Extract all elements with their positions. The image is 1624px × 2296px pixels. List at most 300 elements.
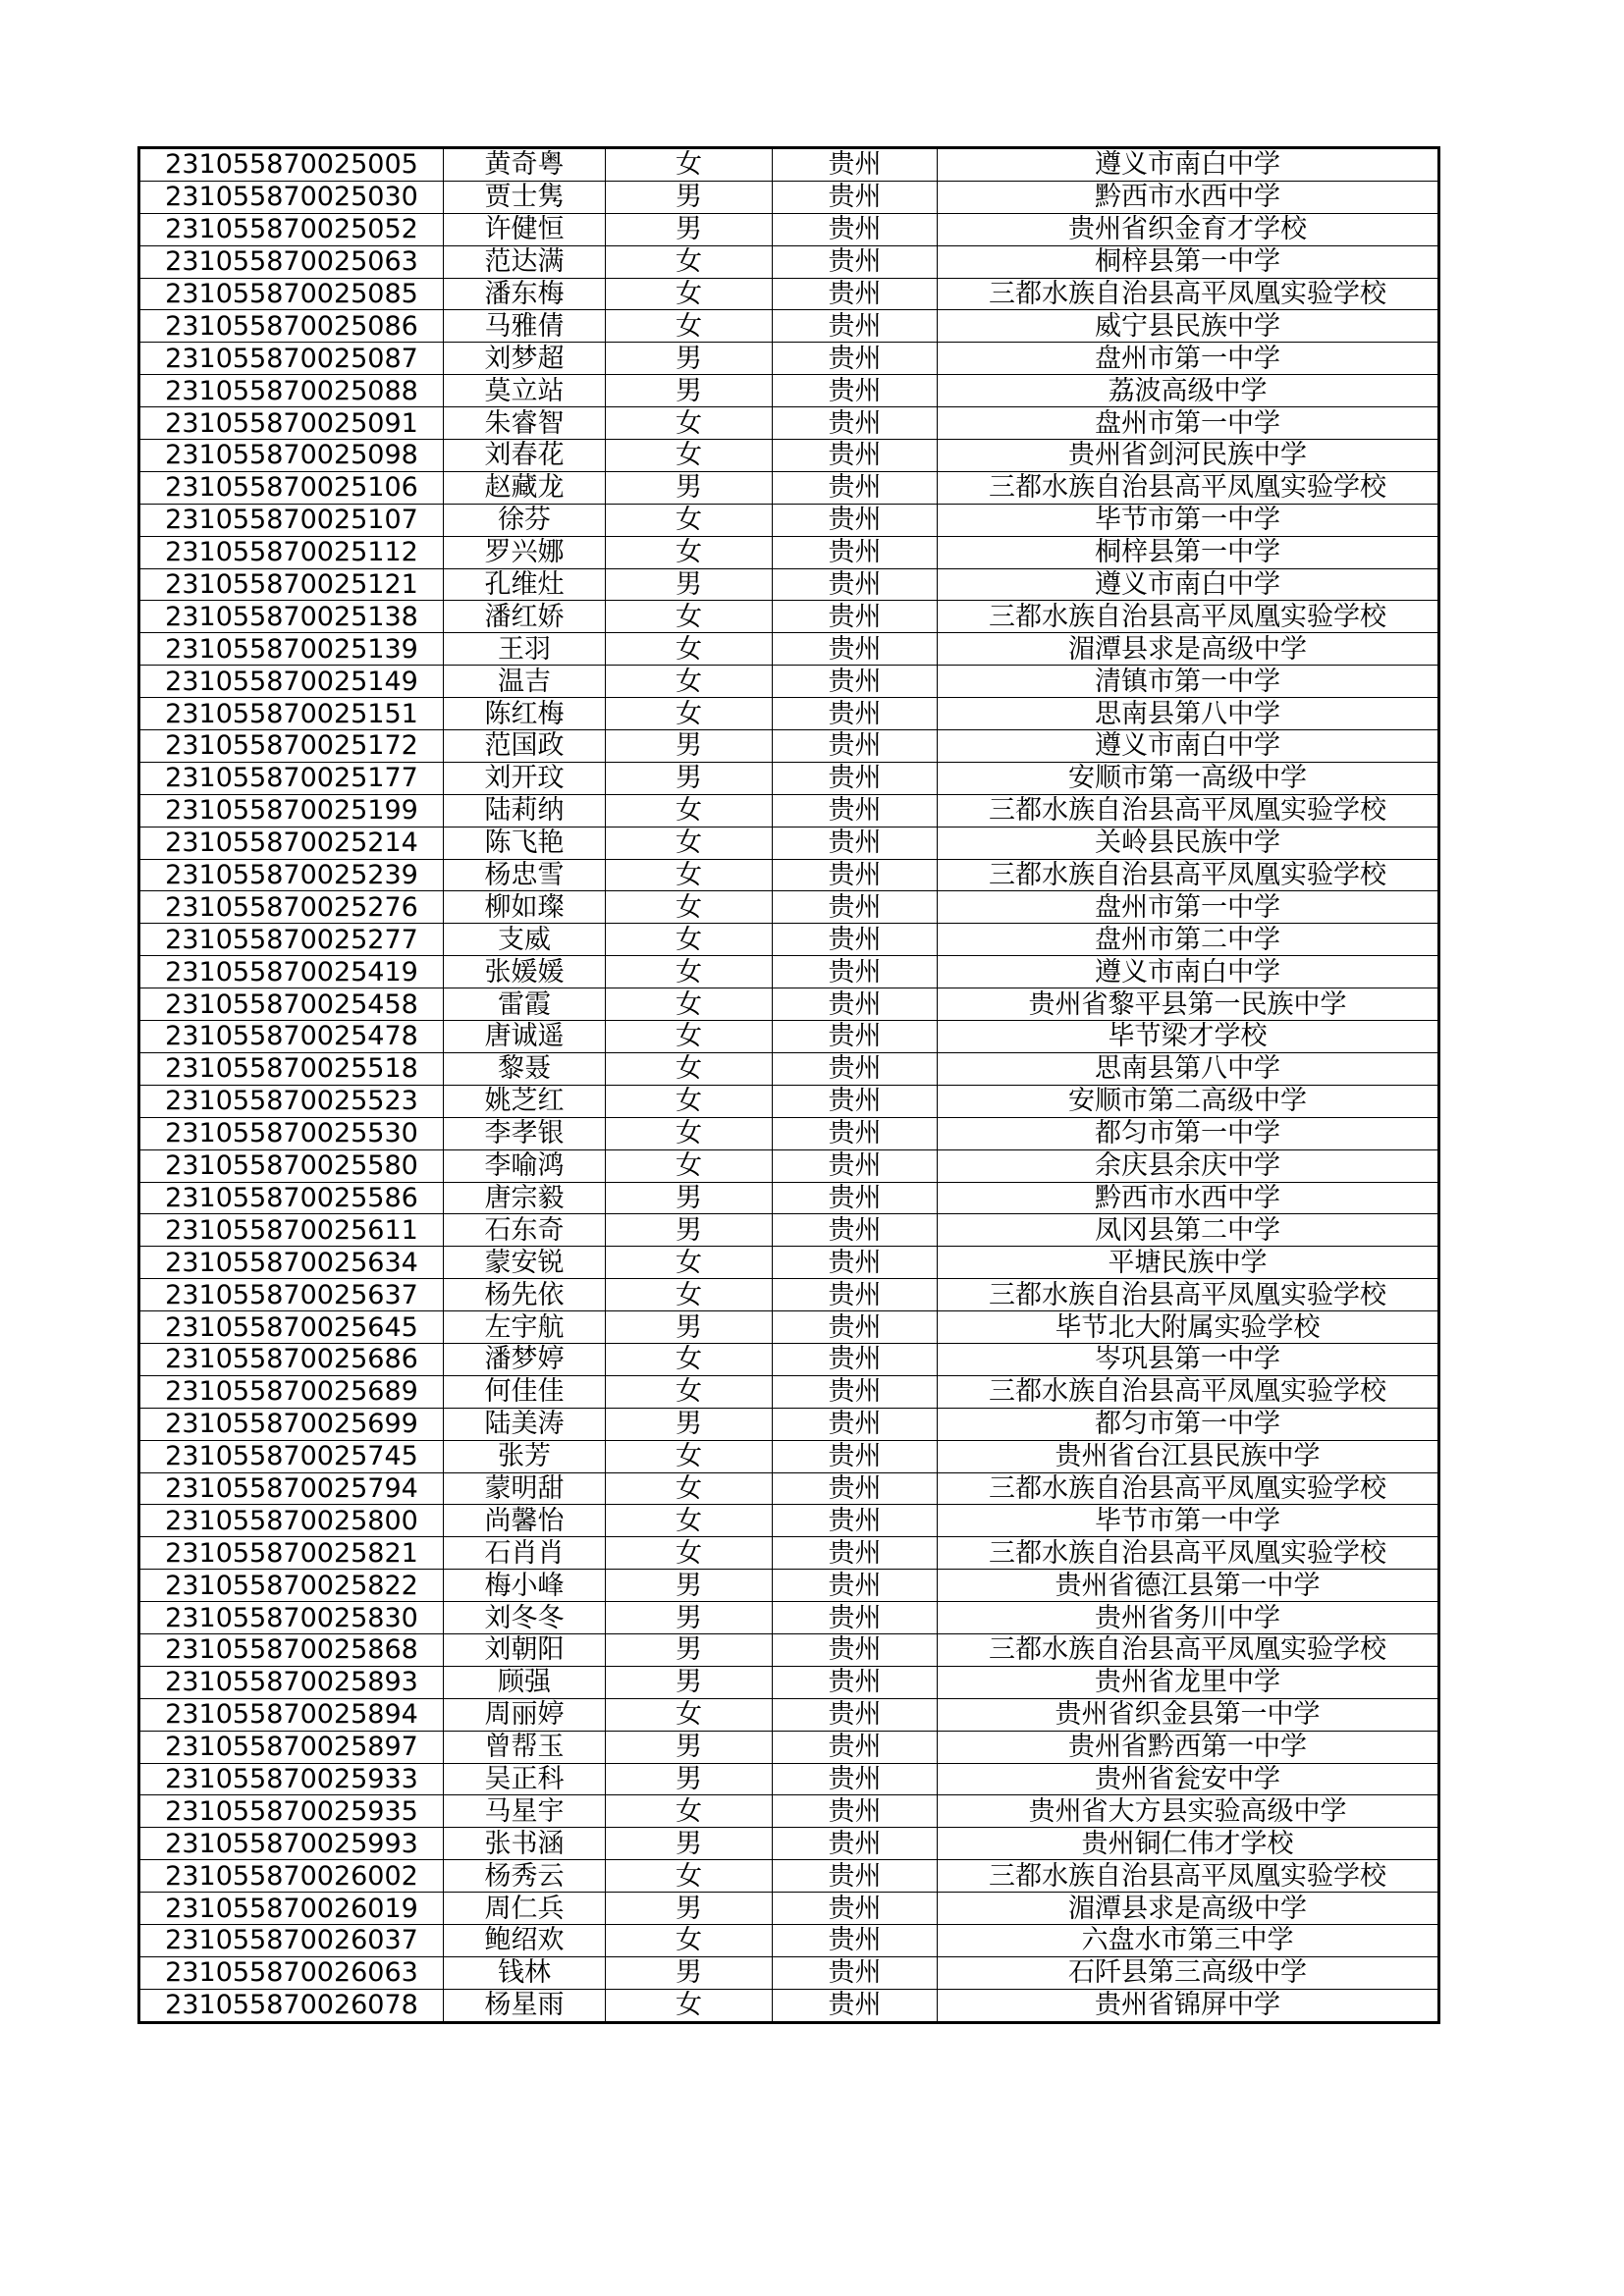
candidate-id-cell: 231055870025800	[139, 1505, 444, 1537]
province-cell: 贵州	[773, 568, 938, 601]
candidate-id-cell: 231055870025894	[139, 1698, 444, 1731]
candidate-id-cell: 231055870025052	[139, 213, 444, 245]
gender-cell: 女	[606, 1343, 773, 1375]
province-cell: 贵州	[773, 1924, 938, 1956]
school-cell: 遵义市南白中学	[938, 730, 1439, 763]
name-cell: 贾士隽	[444, 181, 606, 213]
table-row	[139, 1472, 1439, 1505]
province-cell: 贵州	[773, 1860, 938, 1893]
candidate-id-cell: 231055870025087	[139, 343, 444, 375]
school-cell: 贵州省黔西第一中学	[938, 1731, 1439, 1763]
table-row	[139, 440, 1439, 472]
name-cell: 潘东梅	[444, 278, 606, 310]
school-cell: 黔西市水西中学	[938, 181, 1439, 213]
candidate-id-cell: 231055870025276	[139, 891, 444, 924]
candidate-id-cell: 231055870025107	[139, 504, 444, 536]
gender-cell: 男	[606, 1602, 773, 1634]
name-cell: 马星宇	[444, 1795, 606, 1828]
candidate-id-cell: 231055870025586	[139, 1182, 444, 1214]
school-cell: 盘州市第二中学	[938, 924, 1439, 956]
candidate-id-cell: 231055870025098	[139, 440, 444, 472]
table-row	[139, 1633, 1439, 1666]
candidate-id-cell: 231055870025088	[139, 375, 444, 407]
name-cell: 范达满	[444, 245, 606, 278]
name-cell: 潘梦婷	[444, 1343, 606, 1375]
province-cell: 贵州	[773, 1247, 938, 1279]
gender-cell: 女	[606, 1279, 773, 1311]
table-row	[139, 794, 1439, 827]
school-cell: 贵州省织金育才学校	[938, 213, 1439, 245]
school-cell: 三都水族自治县高平凤凰实验学校	[938, 601, 1439, 633]
table-row	[139, 1279, 1439, 1311]
gender-cell: 女	[606, 1860, 773, 1893]
province-cell: 贵州	[773, 1505, 938, 1537]
table-row	[139, 1989, 1439, 2022]
school-cell: 毕节市第一中学	[938, 1505, 1439, 1537]
province-cell: 贵州	[773, 1731, 938, 1763]
table-row	[139, 1956, 1439, 1989]
gender-cell: 女	[606, 1021, 773, 1053]
gender-cell: 女	[606, 310, 773, 343]
table-row	[139, 1440, 1439, 1472]
gender-cell: 女	[606, 1989, 773, 2022]
school-cell: 都匀市第一中学	[938, 1408, 1439, 1440]
candidate-id-cell: 231055870025699	[139, 1408, 444, 1440]
table-row	[139, 698, 1439, 730]
table-row	[139, 924, 1439, 956]
name-cell: 何佳佳	[444, 1375, 606, 1408]
candidate-id-cell: 231055870025112	[139, 536, 444, 568]
school-cell: 贵州省瓮安中学	[938, 1763, 1439, 1795]
name-cell: 曾帮玉	[444, 1731, 606, 1763]
candidate-id-cell: 231055870026063	[139, 1956, 444, 1989]
school-cell: 遵义市南白中学	[938, 956, 1439, 988]
table-row	[139, 1021, 1439, 1053]
table-row	[139, 730, 1439, 763]
province-cell: 贵州	[773, 698, 938, 730]
gender-cell: 女	[606, 1472, 773, 1505]
school-cell: 贵州省织金县第一中学	[938, 1698, 1439, 1731]
candidate-id-cell: 231055870025277	[139, 924, 444, 956]
name-cell: 杨秀云	[444, 1860, 606, 1893]
name-cell: 范国政	[444, 730, 606, 763]
candidate-id-cell: 231055870025821	[139, 1537, 444, 1570]
name-cell: 陆莉纳	[444, 794, 606, 827]
school-cell: 盘州市第一中学	[938, 891, 1439, 924]
table-row	[139, 988, 1439, 1021]
school-cell: 三都水族自治县高平凤凰实验学校	[938, 1375, 1439, 1408]
province-cell: 贵州	[773, 1956, 938, 1989]
name-cell: 唐宗毅	[444, 1182, 606, 1214]
gender-cell: 女	[606, 504, 773, 536]
candidate-id-cell: 231055870026002	[139, 1860, 444, 1893]
province-cell: 贵州	[773, 1602, 938, 1634]
gender-cell: 男	[606, 343, 773, 375]
school-cell: 贵州省龙里中学	[938, 1666, 1439, 1698]
candidate-id-cell: 231055870025637	[139, 1279, 444, 1311]
gender-cell: 女	[606, 1440, 773, 1472]
school-cell: 贵州铜仁伟才学校	[938, 1828, 1439, 1860]
name-cell: 周仁兵	[444, 1893, 606, 1925]
province-cell: 贵州	[773, 213, 938, 245]
candidate-id-cell: 231055870025214	[139, 827, 444, 859]
school-cell: 思南县第八中学	[938, 698, 1439, 730]
table-row	[139, 1052, 1439, 1085]
name-cell: 雷霞	[444, 988, 606, 1021]
candidate-id-cell: 231055870025518	[139, 1052, 444, 1085]
table-row	[139, 1860, 1439, 1893]
school-cell: 湄潭县求是高级中学	[938, 633, 1439, 666]
candidate-id-cell: 231055870025530	[139, 1117, 444, 1149]
table-row	[139, 666, 1439, 698]
province-cell: 贵州	[773, 536, 938, 568]
province-cell: 贵州	[773, 924, 938, 956]
province-cell: 贵州	[773, 988, 938, 1021]
school-cell: 毕节梁才学校	[938, 1021, 1439, 1053]
candidate-id-cell: 231055870025106	[139, 471, 444, 504]
province-cell: 贵州	[773, 148, 938, 182]
gender-cell: 男	[606, 213, 773, 245]
gender-cell: 女	[606, 601, 773, 633]
name-cell: 陆美涛	[444, 1408, 606, 1440]
school-cell: 贵州省务川中学	[938, 1602, 1439, 1634]
name-cell: 黎聂	[444, 1052, 606, 1085]
table-row	[139, 1537, 1439, 1570]
gender-cell: 女	[606, 666, 773, 698]
table-row	[139, 504, 1439, 536]
school-cell: 三都水族自治县高平凤凰实验学校	[938, 1633, 1439, 1666]
province-cell: 贵州	[773, 1440, 938, 1472]
province-cell: 贵州	[773, 1666, 938, 1698]
school-cell: 贵州省黎平县第一民族中学	[938, 988, 1439, 1021]
name-cell: 顾强	[444, 1666, 606, 1698]
province-cell: 贵州	[773, 827, 938, 859]
gender-cell: 男	[606, 762, 773, 794]
name-cell: 张芳	[444, 1440, 606, 1472]
candidate-id-cell: 231055870025458	[139, 988, 444, 1021]
name-cell: 朱睿智	[444, 407, 606, 440]
candidate-id-cell: 231055870025897	[139, 1731, 444, 1763]
school-cell: 三都水族自治县高平凤凰实验学校	[938, 794, 1439, 827]
candidate-id-cell: 231055870025830	[139, 1602, 444, 1634]
school-cell: 安顺市第二高级中学	[938, 1085, 1439, 1117]
gender-cell: 女	[606, 859, 773, 891]
province-cell: 贵州	[773, 1149, 938, 1182]
candidate-id-cell: 231055870025933	[139, 1763, 444, 1795]
table-row	[139, 1117, 1439, 1149]
name-cell: 赵藏龙	[444, 471, 606, 504]
name-cell: 王羽	[444, 633, 606, 666]
gender-cell: 男	[606, 1182, 773, 1214]
table-row	[139, 859, 1439, 891]
school-cell: 盘州市第一中学	[938, 407, 1439, 440]
school-cell: 荔波高级中学	[938, 375, 1439, 407]
name-cell: 徐芬	[444, 504, 606, 536]
name-cell: 许健恒	[444, 213, 606, 245]
school-cell: 余庆县余庆中学	[938, 1149, 1439, 1182]
gender-cell: 女	[606, 278, 773, 310]
school-cell: 遵义市南白中学	[938, 148, 1439, 182]
gender-cell: 女	[606, 698, 773, 730]
gender-cell: 男	[606, 1214, 773, 1247]
name-cell: 黄奇粤	[444, 148, 606, 182]
table-row	[139, 375, 1439, 407]
name-cell: 莫立站	[444, 375, 606, 407]
province-cell: 贵州	[773, 1021, 938, 1053]
gender-cell: 男	[606, 181, 773, 213]
gender-cell: 女	[606, 1537, 773, 1570]
gender-cell: 男	[606, 1666, 773, 1698]
table-row	[139, 1602, 1439, 1634]
name-cell: 张媛媛	[444, 956, 606, 988]
name-cell: 潘红娇	[444, 601, 606, 633]
province-cell: 贵州	[773, 407, 938, 440]
school-cell: 桐梓县第一中学	[938, 536, 1439, 568]
province-cell: 贵州	[773, 1052, 938, 1085]
school-cell: 平塘民族中学	[938, 1247, 1439, 1279]
gender-cell: 男	[606, 1956, 773, 1989]
candidate-id-cell: 231055870025822	[139, 1570, 444, 1602]
table-row	[139, 601, 1439, 633]
table-row	[139, 1666, 1439, 1698]
gender-cell: 女	[606, 1795, 773, 1828]
province-cell: 贵州	[773, 762, 938, 794]
name-cell: 钱林	[444, 1956, 606, 1989]
table-row	[139, 471, 1439, 504]
province-cell: 贵州	[773, 310, 938, 343]
gender-cell: 女	[606, 1924, 773, 1956]
name-cell: 支威	[444, 924, 606, 956]
gender-cell: 女	[606, 794, 773, 827]
province-cell: 贵州	[773, 504, 938, 536]
candidate-id-cell: 231055870025199	[139, 794, 444, 827]
gender-cell: 男	[606, 1311, 773, 1344]
gender-cell: 男	[606, 471, 773, 504]
gender-cell: 女	[606, 1698, 773, 1731]
table-row	[139, 278, 1439, 310]
candidate-id-cell: 231055870025172	[139, 730, 444, 763]
candidate-id-cell: 231055870025478	[139, 1021, 444, 1053]
province-cell: 贵州	[773, 1408, 938, 1440]
province-cell: 贵州	[773, 956, 938, 988]
school-cell: 三都水族自治县高平凤凰实验学校	[938, 1279, 1439, 1311]
candidate-id-cell: 231055870025745	[139, 1440, 444, 1472]
candidate-id-cell: 231055870025868	[139, 1633, 444, 1666]
name-cell: 蒙安锐	[444, 1247, 606, 1279]
school-cell: 桐梓县第一中学	[938, 245, 1439, 278]
name-cell: 尚馨怡	[444, 1505, 606, 1537]
table-row	[139, 827, 1439, 859]
candidate-id-cell: 231055870025689	[139, 1375, 444, 1408]
candidate-id-cell: 231055870025239	[139, 859, 444, 891]
table-row	[139, 343, 1439, 375]
candidate-id-cell: 231055870025030	[139, 181, 444, 213]
name-cell: 杨忠雪	[444, 859, 606, 891]
province-cell: 贵州	[773, 891, 938, 924]
province-cell: 贵州	[773, 440, 938, 472]
province-cell: 贵州	[773, 1893, 938, 1925]
name-cell: 刘春花	[444, 440, 606, 472]
table-row	[139, 213, 1439, 245]
candidate-id-cell: 231055870025794	[139, 1472, 444, 1505]
school-cell: 三都水族自治县高平凤凰实验学校	[938, 278, 1439, 310]
table-row	[139, 1731, 1439, 1763]
school-cell: 黔西市水西中学	[938, 1182, 1439, 1214]
school-cell: 关岭县民族中学	[938, 827, 1439, 859]
table-row	[139, 1311, 1439, 1344]
candidate-id-cell: 231055870025993	[139, 1828, 444, 1860]
school-cell: 毕节北大附属实验学校	[938, 1311, 1439, 1344]
candidate-id-cell: 231055870025086	[139, 310, 444, 343]
gender-cell: 男	[606, 1828, 773, 1860]
province-cell: 贵州	[773, 1279, 938, 1311]
table-row	[139, 1570, 1439, 1602]
table-row	[139, 1763, 1439, 1795]
school-cell: 盘州市第一中学	[938, 343, 1439, 375]
candidate-id-cell: 231055870025121	[139, 568, 444, 601]
school-cell: 岑巩县第一中学	[938, 1343, 1439, 1375]
province-cell: 贵州	[773, 1375, 938, 1408]
province-cell: 贵州	[773, 1633, 938, 1666]
table-row	[139, 1375, 1439, 1408]
school-cell: 三都水族自治县高平凤凰实验学校	[938, 1537, 1439, 1570]
province-cell: 贵州	[773, 1989, 938, 2022]
gender-cell: 男	[606, 1893, 773, 1925]
gender-cell: 女	[606, 407, 773, 440]
candidate-id-cell: 231055870025686	[139, 1343, 444, 1375]
candidate-id-cell: 231055870025091	[139, 407, 444, 440]
school-cell: 贵州省德江县第一中学	[938, 1570, 1439, 1602]
province-cell: 贵州	[773, 375, 938, 407]
school-cell: 贵州省台江县民族中学	[938, 1440, 1439, 1472]
name-cell: 周丽婷	[444, 1698, 606, 1731]
name-cell: 石肖肖	[444, 1537, 606, 1570]
province-cell: 贵州	[773, 601, 938, 633]
name-cell: 刘朝阳	[444, 1633, 606, 1666]
table-row	[139, 1795, 1439, 1828]
name-cell: 刘冬冬	[444, 1602, 606, 1634]
candidate-id-cell: 231055870025063	[139, 245, 444, 278]
name-cell: 杨先依	[444, 1279, 606, 1311]
name-cell: 温吉	[444, 666, 606, 698]
candidate-id-cell: 231055870026078	[139, 1989, 444, 2022]
name-cell: 姚芝红	[444, 1085, 606, 1117]
table-row	[139, 1408, 1439, 1440]
school-cell: 威宁县民族中学	[938, 310, 1439, 343]
province-cell: 贵州	[773, 666, 938, 698]
gender-cell: 女	[606, 633, 773, 666]
gender-cell: 男	[606, 568, 773, 601]
province-cell: 贵州	[773, 343, 938, 375]
gender-cell: 男	[606, 1763, 773, 1795]
table-row	[139, 1698, 1439, 1731]
gender-cell: 女	[606, 148, 773, 182]
gender-cell: 女	[606, 1149, 773, 1182]
name-cell: 唐诚遥	[444, 1021, 606, 1053]
province-cell: 贵州	[773, 1698, 938, 1731]
province-cell: 贵州	[773, 1182, 938, 1214]
gender-cell: 男	[606, 1633, 773, 1666]
school-cell: 都匀市第一中学	[938, 1117, 1439, 1149]
name-cell: 吴正科	[444, 1763, 606, 1795]
gender-cell: 女	[606, 956, 773, 988]
gender-cell: 男	[606, 375, 773, 407]
gender-cell: 男	[606, 1731, 773, 1763]
table-row	[139, 148, 1439, 182]
admission-list-table	[137, 146, 1440, 2024]
school-cell: 三都水族自治县高平凤凰实验学校	[938, 1472, 1439, 1505]
province-cell: 贵州	[773, 794, 938, 827]
candidate-id-cell: 231055870025138	[139, 601, 444, 633]
table-row	[139, 1828, 1439, 1860]
school-cell: 六盘水市第三中学	[938, 1924, 1439, 1956]
table-row	[139, 1085, 1439, 1117]
name-cell: 刘开玟	[444, 762, 606, 794]
province-cell: 贵州	[773, 1343, 938, 1375]
table-row	[139, 762, 1439, 794]
table-row	[139, 1182, 1439, 1214]
table-row	[139, 633, 1439, 666]
name-cell: 杨星雨	[444, 1989, 606, 2022]
gender-cell: 女	[606, 1505, 773, 1537]
province-cell: 贵州	[773, 1085, 938, 1117]
gender-cell: 女	[606, 891, 773, 924]
school-cell: 三都水族自治县高平凤凰实验学校	[938, 471, 1439, 504]
gender-cell: 男	[606, 730, 773, 763]
gender-cell: 女	[606, 924, 773, 956]
gender-cell: 女	[606, 245, 773, 278]
province-cell: 贵州	[773, 245, 938, 278]
province-cell: 贵州	[773, 1570, 938, 1602]
province-cell: 贵州	[773, 1795, 938, 1828]
name-cell: 马雅倩	[444, 310, 606, 343]
province-cell: 贵州	[773, 1763, 938, 1795]
province-cell: 贵州	[773, 1537, 938, 1570]
gender-cell: 女	[606, 1247, 773, 1279]
table-row	[139, 1893, 1439, 1925]
table-row	[139, 407, 1439, 440]
school-cell: 三都水族自治县高平凤凰实验学校	[938, 859, 1439, 891]
name-cell: 张书涵	[444, 1828, 606, 1860]
candidate-id-cell: 231055870025634	[139, 1247, 444, 1279]
province-cell: 贵州	[773, 1311, 938, 1344]
table-row	[139, 536, 1439, 568]
candidate-id-cell: 231055870025149	[139, 666, 444, 698]
gender-cell: 男	[606, 1570, 773, 1602]
gender-cell: 女	[606, 536, 773, 568]
school-cell: 安顺市第一高级中学	[938, 762, 1439, 794]
school-cell: 三都水族自治县高平凤凰实验学校	[938, 1860, 1439, 1893]
table-row	[139, 1247, 1439, 1279]
province-cell: 贵州	[773, 859, 938, 891]
school-cell: 遵义市南白中学	[938, 568, 1439, 601]
gender-cell: 女	[606, 1375, 773, 1408]
school-cell: 清镇市第一中学	[938, 666, 1439, 698]
gender-cell: 女	[606, 988, 773, 1021]
candidate-id-cell: 231055870025419	[139, 956, 444, 988]
province-cell: 贵州	[773, 471, 938, 504]
gender-cell: 女	[606, 1052, 773, 1085]
table-row	[139, 568, 1439, 601]
school-cell: 石阡县第三高级中学	[938, 1956, 1439, 1989]
name-cell: 李孝银	[444, 1117, 606, 1149]
school-cell: 思南县第八中学	[938, 1052, 1439, 1085]
name-cell: 刘梦超	[444, 343, 606, 375]
province-cell: 贵州	[773, 181, 938, 213]
gender-cell: 女	[606, 1117, 773, 1149]
candidate-id-cell: 231055870025139	[139, 633, 444, 666]
gender-cell: 女	[606, 440, 773, 472]
